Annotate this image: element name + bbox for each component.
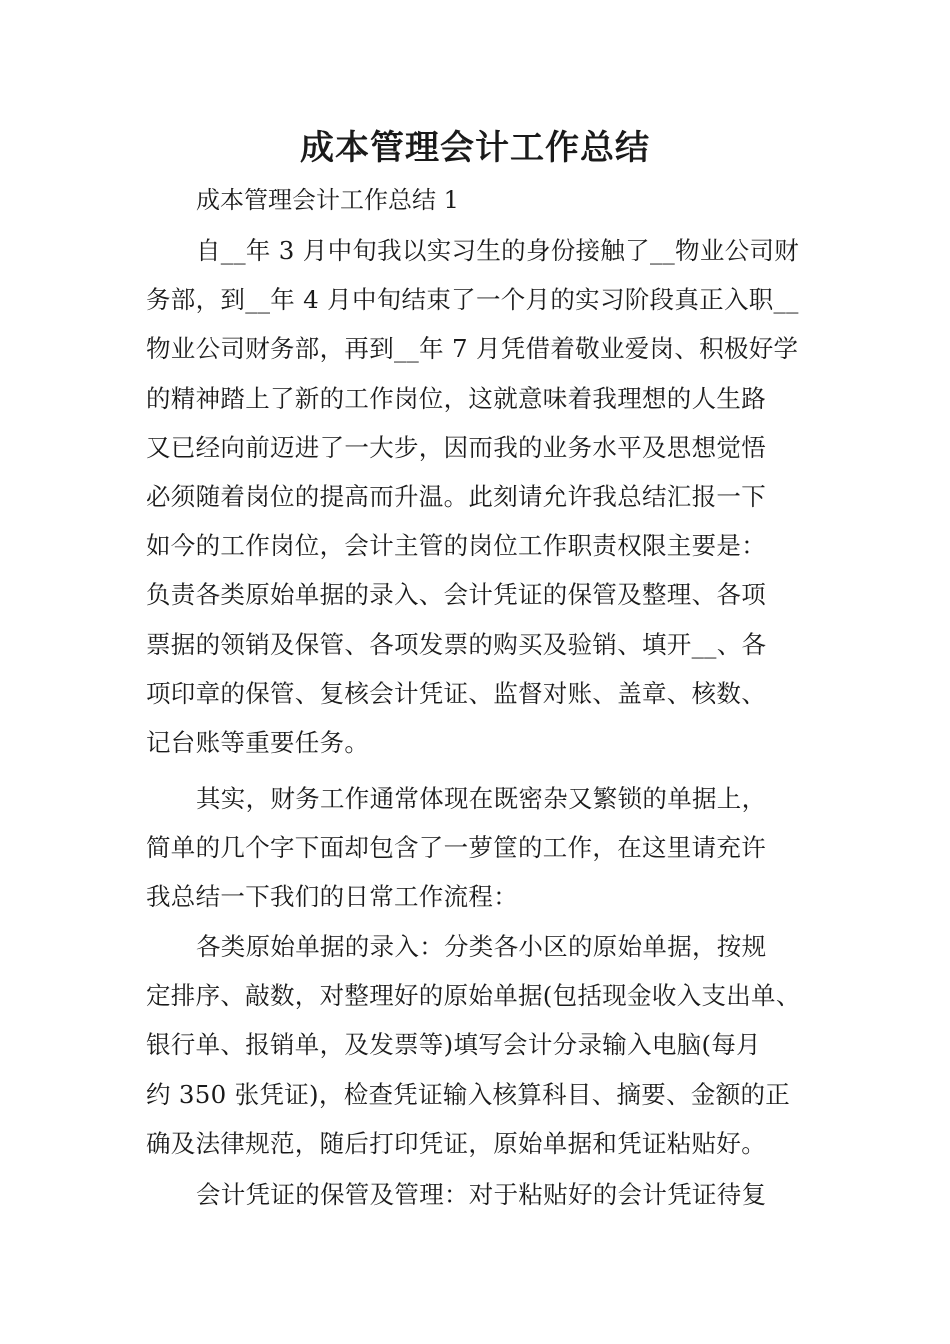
paragraph-line: 票据的领销及保管、各项发票的购买及验销、填开__、各: [146, 629, 767, 659]
paragraph-line: 必须随着岗位的提高而升温。此刻请允许我总结汇报一下: [146, 482, 766, 512]
paragraph-line: 确及法律规范，随后打印凭证，原始单据和凭证粘贴好。: [146, 1128, 766, 1158]
paragraph-line: 定排序、敲数，对整理好的原始单据(包括现金收入支出单、: [146, 981, 801, 1011]
paragraph-line: 银行单、报销单，及发票等)填写会计分录输入电脑(每月: [146, 1030, 761, 1060]
paragraph-2: [146, 774, 766, 922]
paragraph-line: 会计凭证的保管及管理：对于粘贴好的会计凭证待复: [196, 1180, 767, 1209]
document-subtitle: 成本管理会计工作总结 1: [196, 186, 459, 214]
paragraph-line: 务部，到__年 4 月中旬结束了一个月的实习阶段真正入职__: [146, 285, 799, 315]
paragraph-line: 其实，财务工作通常体现在既密杂又繁锁的单据上，: [196, 784, 767, 813]
paragraph-line: 如今的工作岗位，会计主管的岗位工作职责权限主要是：: [146, 531, 766, 561]
paragraph-line: 负责各类原始单据的录入、会计凭证的保管及整理、各项: [146, 580, 766, 610]
paragraph-4: [146, 1170, 766, 1219]
paragraph-line: 记台账等重要任务。: [146, 728, 370, 758]
paragraph-line: 各类原始单据的录入：分类各小区的原始单据，按规: [196, 932, 767, 961]
paragraph-line: 又已经向前迈进了一大步，因而我的业务水平及思想觉悟: [146, 432, 766, 462]
paragraph-line: 自__年 3 月中旬我以实习生的身份接触了__物业公司财: [196, 236, 800, 265]
paragraph-line: 项印章的保管、复核会计凭证、监督对账、盖章、核数、: [146, 678, 766, 708]
paragraph-3: [146, 922, 801, 1168]
document-title: 成本管理会计工作总结: [300, 128, 650, 168]
paragraph-line: 简单的几个字下面却包含了一萝筐的工作，在这里请充许: [146, 833, 766, 863]
paragraph-line: 物业公司财务部，再到__年 7 月凭借着敬业爱岗、积极好学: [146, 334, 799, 364]
paragraph-1: [146, 226, 799, 767]
paragraph-line: 我总结一下我们的日常工作流程：: [146, 882, 518, 912]
paragraph-line: 约 350 张凭证)，检查凭证输入核算科目、摘要、金额的正: [146, 1079, 791, 1109]
paragraph-line: 的精神踏上了新的工作岗位，这就意味着我理想的人生路: [146, 383, 766, 413]
